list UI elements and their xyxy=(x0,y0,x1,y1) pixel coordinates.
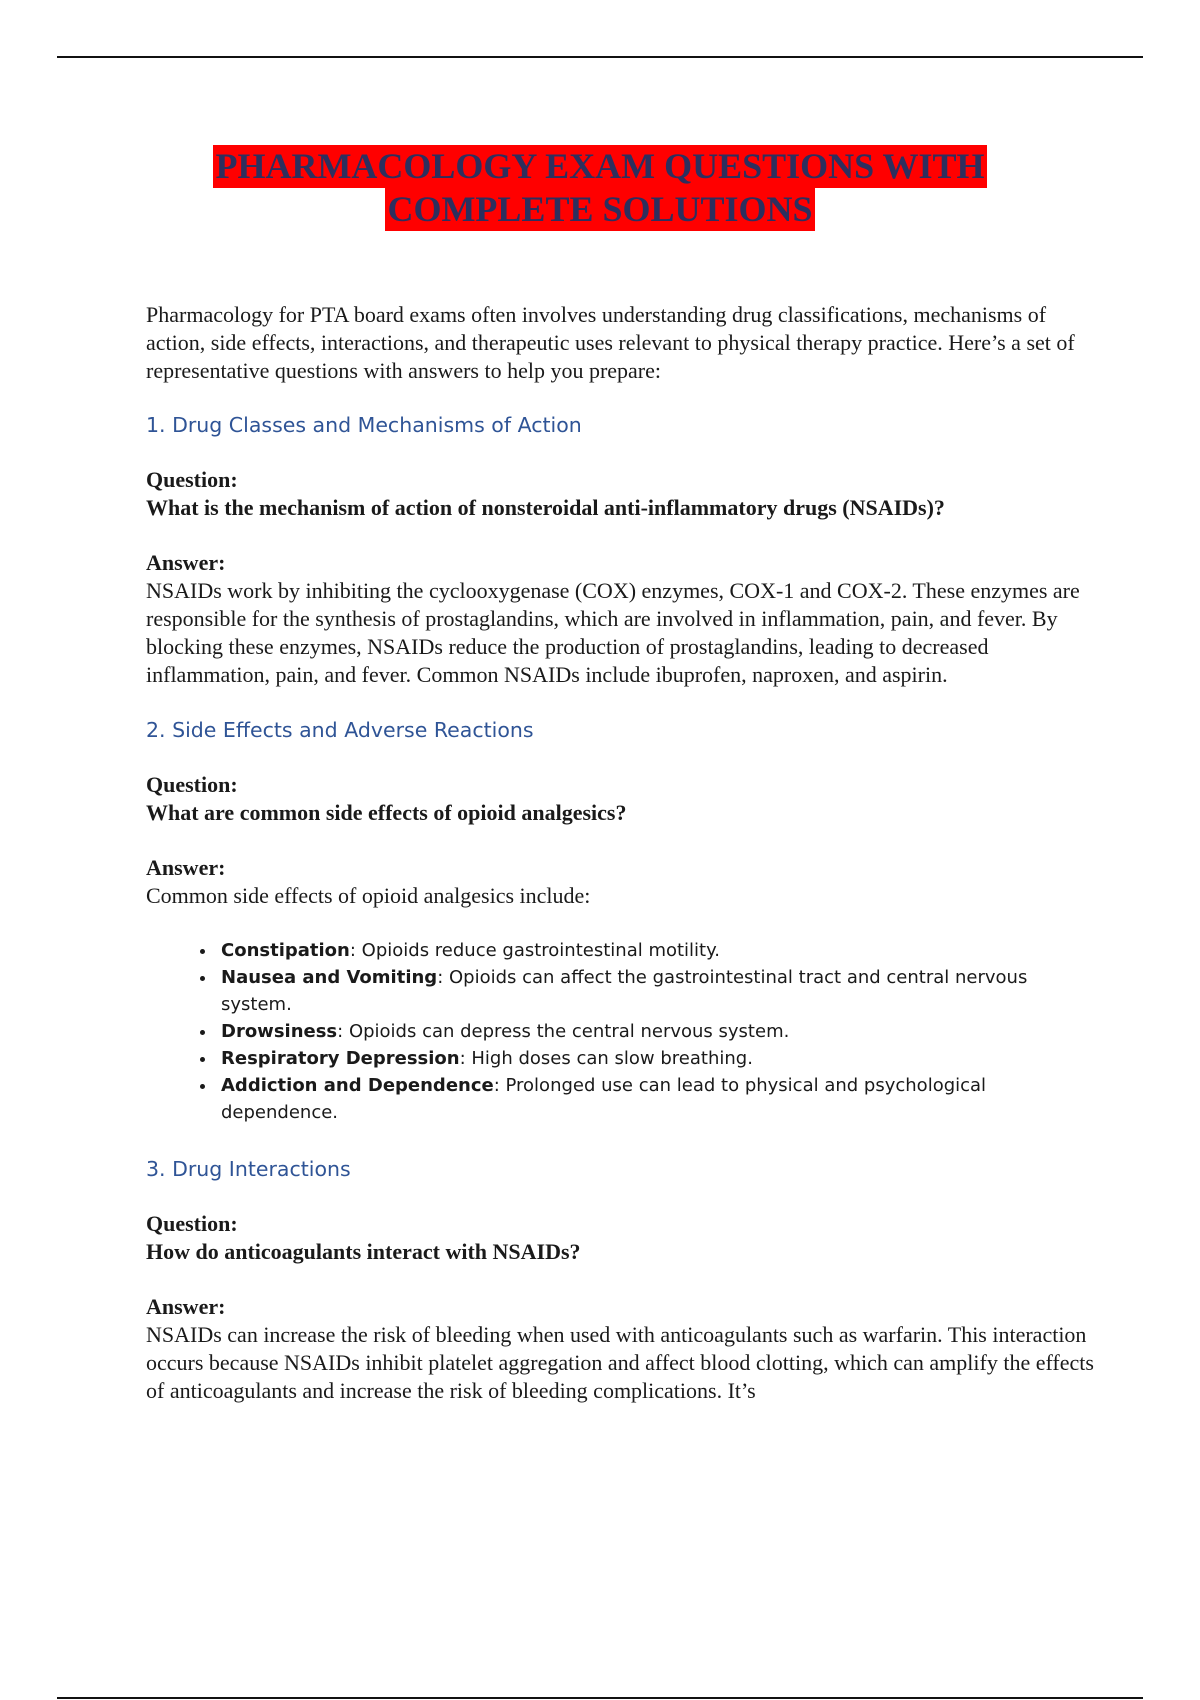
intro-paragraph: Pharmacology for PTA board exams often involves understanding drug classifications, mechanisms of action, side effects, interactions, and therapeutic uses relevant to physical therapy practice. Here’s a set of representative questions with answers to help you prepare: xyxy=(146,302,1075,383)
bottom-rule xyxy=(57,1697,1143,1699)
side-effects-list xyxy=(146,937,1096,1126)
list-item-desc: : Prolonged use can lead to physical and psychological dependence. xyxy=(221,1075,987,1123)
answer-text-3: NSAIDs can increase the risk of bleeding when used with anticoagulants such as warfarin. This interaction occurs because NSAIDs inhibit platelet aggregation and affect blood clotting, which can amplify the effects of anticoagulants and increase the risk of bleeding complications. It’s xyxy=(146,1322,1094,1403)
title-line-2: COMPLETE SOLUTIONS xyxy=(387,189,813,229)
document-title xyxy=(0,145,1200,231)
list-item xyxy=(217,1018,1096,1045)
document-body xyxy=(146,301,1096,1432)
list-item-term: Drowsiness xyxy=(221,1021,338,1042)
question-label-2: Question: xyxy=(146,772,238,797)
list-item-term: Respiratory Depression xyxy=(221,1048,460,1069)
list-item-desc: : High doses can slow breathing. xyxy=(459,1048,753,1069)
section-heading-1: 1. Drug Classes and Mechanisms of Action xyxy=(146,413,582,437)
list-item xyxy=(217,964,1096,1018)
question-text-3: How do anticoagulants interact with NSAIDs? xyxy=(146,1239,581,1264)
title-line-1: PHARMACOLOGY EXAM QUESTIONS WITH xyxy=(215,146,985,186)
question-label-3: Question: xyxy=(146,1211,238,1236)
top-rule xyxy=(57,56,1143,58)
list-item-term: Constipation xyxy=(221,940,350,961)
list-item-desc: : Opioids can depress the central nervous system. xyxy=(337,1021,790,1042)
list-item xyxy=(217,1045,1096,1072)
answer-text-2: Common side effects of opioid analgesics include: xyxy=(146,883,591,908)
question-text-1: What is the mechanism of action of nonsteroidal anti-inflammatory drugs (NSAIDs)? xyxy=(146,495,945,520)
answer-text-1: NSAIDs work by inhibiting the cyclooxygenase (COX) enzymes, COX-1 and COX-2. These enzymes are responsible for the synthesis of prostaglandins, which are involved in inflammation, pain, and fever. By blocking these enzymes, NSAIDs reduce the production of prostaglandins, leading to decreased inflammation, pain, and fever. Common NSAIDs include ibuprofen, naproxen, and aspirin. xyxy=(146,578,1080,687)
section-heading-2: 2. Side Effects and Adverse Reactions xyxy=(146,718,534,742)
answer-label-2: Answer: xyxy=(146,855,226,880)
list-item-term: Nausea and Vomiting xyxy=(221,967,438,988)
list-item-term: Addiction and Dependence xyxy=(221,1075,494,1096)
list-item-desc: : Opioids reduce gastrointestinal motility. xyxy=(349,940,720,961)
section-heading-3: 3. Drug Interactions xyxy=(146,1157,351,1181)
list-item xyxy=(217,1072,1096,1126)
list-item xyxy=(217,937,1096,964)
answer-label-3: Answer: xyxy=(146,1294,226,1319)
question-label-1: Question: xyxy=(146,467,238,492)
question-text-2: What are common side effects of opioid analgesics? xyxy=(146,800,627,825)
answer-label-1: Answer: xyxy=(146,550,226,575)
list-item-desc: : Opioids can affect the gastrointestinal tract and central nervous system. xyxy=(221,967,1028,1015)
